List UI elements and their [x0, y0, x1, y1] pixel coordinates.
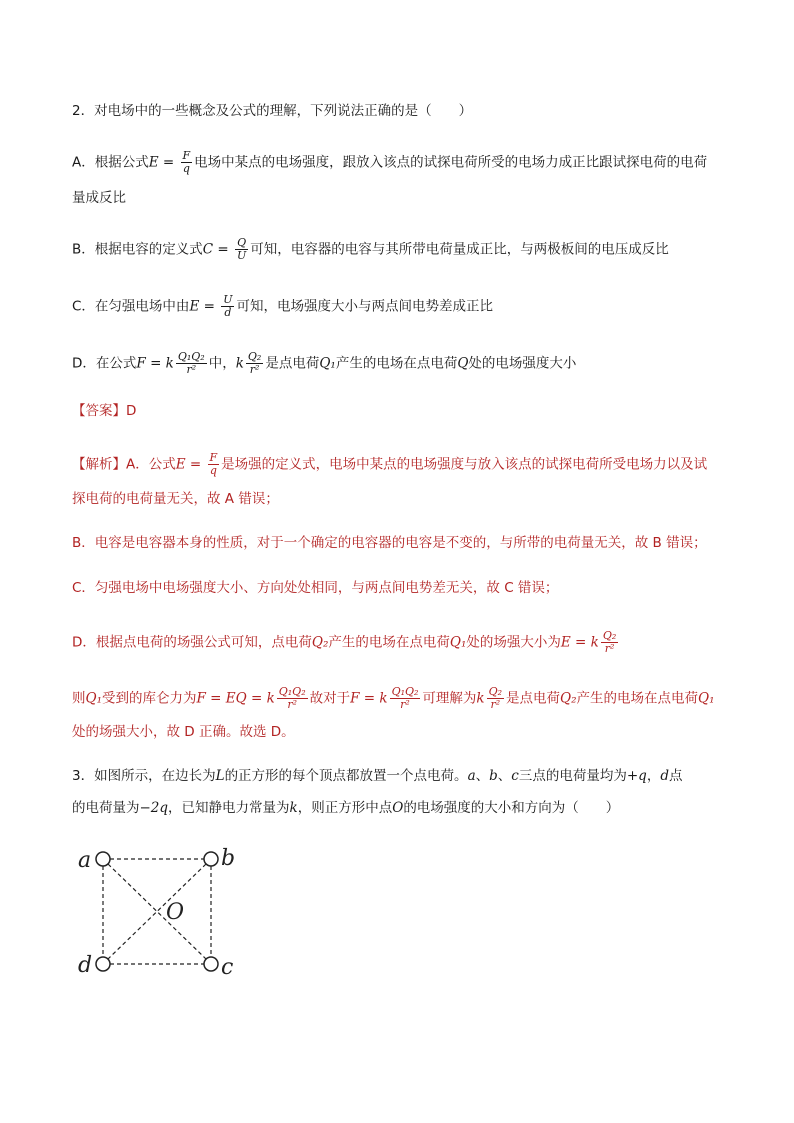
- q3-stem-line2: 的电荷量为−2q，已知静电力常量为k，则正方形中点O的电场强度的大小和方向为（ ）: [72, 800, 620, 816]
- square-charge-figure: [70, 840, 250, 985]
- analysis-d: D．根据点电荷的场强公式可知，点电荷Q₂产生的电场在点电荷Q₁处的场强大小为E = k $\frac{\text{Q₂}}{\text{r²}}$: [72, 629, 617, 655]
- charge-d: [96, 957, 110, 971]
- diagonal-ac: [108, 864, 206, 959]
- charge-b: [204, 852, 218, 866]
- analysis-d-cont: 则Q₁受到的库仑力为F = EQ = k $\frac{\text{Q₁Q₂}}{\text{r²}}$ 故对于F = k $\frac{\text{Q₁Q₂}}{\text{r²}}$ 可理解为k $\frac{\text{Q₂}}{\text{r²}}$ 是点电荷Q₂产生的电场在点电荷Q₁: [72, 685, 715, 711]
- q2-option-a-cont: 量成反比: [72, 190, 126, 206]
- label-b: b: [221, 846, 236, 871]
- q2-option-a: A．根据公式E = $\frac{F}{q}$ 电场中某点的电场强度，跟放入该点的试探电荷所受的电场力成正比跟试探电荷的电荷: [72, 149, 708, 175]
- answer: 【答案】D: [72, 403, 137, 419]
- charge-a: [96, 852, 110, 866]
- analysis-a: 【解析】A．公式E = $\frac{F}{q}$ 是场强的定义式，电场中某点的电场强度与放入该点的试探电荷所受电场力以及试: [72, 451, 708, 477]
- q2-option-c: C．在匀强电场中由E = $\frac{U}{d}$ 可知，电场强度大小与两点间电势差成正比: [72, 293, 493, 319]
- q3-stem-line1: 3．如图所示，在边长为L的正方形的每个顶点都放置一个点电荷。a、b、c三点的电荷量均为+q，d点: [72, 768, 683, 784]
- diagonal-bd: [108, 864, 206, 959]
- q2-option-b: B．根据电容的定义式C = $\frac{Q}{U}$ 可知，电容器的电容与其所带电荷量成正比，与两极板间的电压成反比: [72, 236, 669, 262]
- label-c: c: [221, 955, 234, 980]
- analysis-c: C．匀强电场中电场强度大小、方向处处相同，与两点间电势差无关，故 C 错误；: [72, 580, 559, 596]
- q2-option-d: D．在公式F = k $\frac{\text{Q₁Q₂}}{\text{r²}}$ 中，k $\frac{\text{Q₂}}{\text{r²}}$ 是点电荷Q₁产生的电场在点电荷Q处的电场强度大小: [72, 350, 577, 376]
- analysis-d-end: 处的场强大小，故 D 正确。故选 D。: [72, 724, 295, 740]
- q2-stem: 2．对电场中的一些概念及公式的理解，下列说法正确的是（ ）: [72, 103, 473, 119]
- analysis-a-cont: 探电荷的电荷量无关，故 A 错误；: [72, 491, 279, 507]
- analysis-b: B．电容是电容器本身的性质，对于一个确定的电容器的电容是不变的，与所带的电荷量无关，故 B 错误；: [72, 535, 707, 551]
- label-d: d: [78, 953, 93, 978]
- label-o: O: [166, 900, 185, 925]
- charge-c: [204, 957, 218, 971]
- label-a: a: [78, 848, 92, 873]
